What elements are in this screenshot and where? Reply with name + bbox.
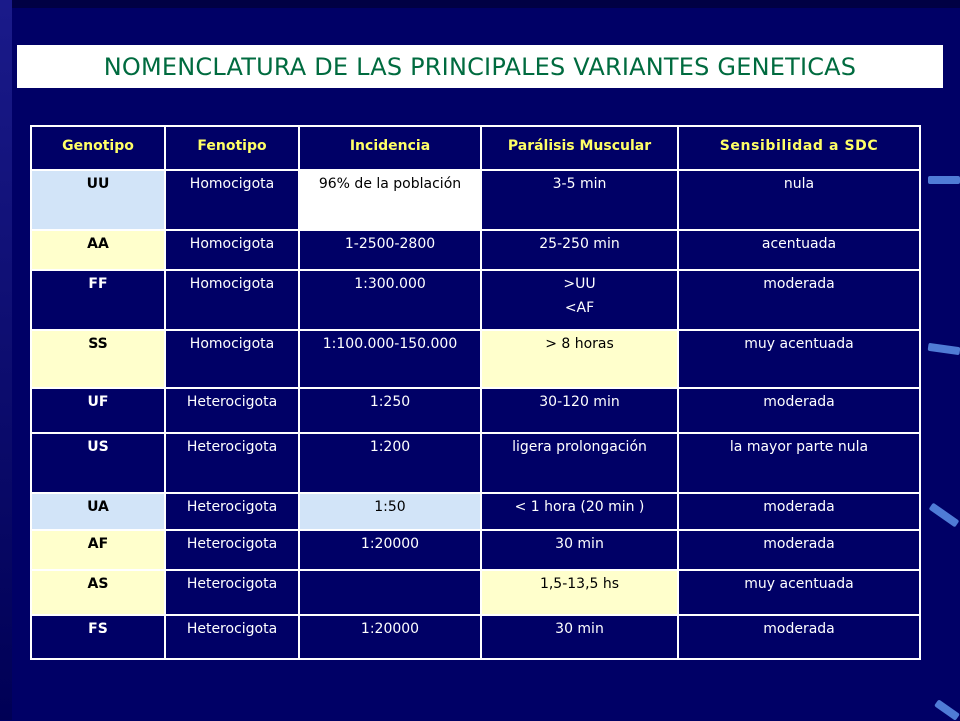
header-incidencia: Incidencia [299, 126, 481, 170]
table-row [31, 330, 920, 388]
cell-fenotipo: Heterocigota [165, 433, 299, 493]
table-header-row [31, 126, 920, 170]
variants-table [30, 125, 921, 660]
cell-incidencia: 96% de la población [299, 170, 481, 230]
table-row [31, 388, 920, 433]
cell-incidencia: 1:20000 [299, 615, 481, 659]
cell-fenotipo: Heterocigota [165, 493, 299, 530]
cell-genotipo: SS [31, 330, 165, 388]
cell-paralisis: 30 min [481, 530, 678, 570]
header-sensibilidad: Sensibilidad a SDC [678, 126, 920, 170]
cell-paralisis [481, 270, 678, 330]
table-row [31, 170, 920, 230]
cell-sensibilidad: moderada [678, 388, 920, 433]
cell-fenotipo: Homocigota [165, 330, 299, 388]
cell-sensibilidad: moderada [678, 530, 920, 570]
cell-sensibilidad: muy acentuada [678, 330, 920, 388]
cell-paralisis: ligera prolongación [481, 433, 678, 493]
table-row [31, 570, 920, 615]
paralisis-line-1: >UU [563, 276, 596, 292]
cell-sensibilidad: moderada [678, 493, 920, 530]
cell-incidencia: 1:20000 [299, 530, 481, 570]
cell-genotipo: US [31, 433, 165, 493]
cell-paralisis: 30 min [481, 615, 678, 659]
cell-paralisis: 25-250 min [481, 230, 678, 270]
table-row [31, 270, 920, 330]
decorative-stripe [928, 343, 960, 355]
cell-fenotipo: Heterocigota [165, 388, 299, 433]
cell-incidencia: 1-2500-2800 [299, 230, 481, 270]
cell-incidencia [299, 570, 481, 615]
header-genotipo: Genotipo [31, 126, 165, 170]
top-band [0, 0, 960, 8]
cell-genotipo: FS [31, 615, 165, 659]
left-decorative-bar [0, 0, 12, 720]
cell-incidencia: 1:200 [299, 433, 481, 493]
cell-genotipo: AF [31, 530, 165, 570]
header-paralisis: Parálisis Muscular [481, 126, 678, 170]
header-fenotipo: Fenotipo [165, 126, 299, 170]
cell-fenotipo: Homocigota [165, 170, 299, 230]
cell-sensibilidad: la mayor parte nula [678, 433, 920, 493]
cell-incidencia: 1:300.000 [299, 270, 481, 330]
cell-paralisis: 3-5 min [481, 170, 678, 230]
slide-title: NOMENCLATURA DE LAS PRINCIPALES VARIANTES GENETICAS [103, 52, 857, 81]
cell-fenotipo: Homocigota [165, 270, 299, 330]
cell-fenotipo: Homocigota [165, 230, 299, 270]
cell-paralisis: < 1 hora (20 min ) [481, 493, 678, 530]
table-row [31, 230, 920, 270]
decorative-stripe [928, 176, 960, 184]
table-row [31, 493, 920, 530]
cell-paralisis: > 8 horas [481, 330, 678, 388]
cell-incidencia: 1:100.000-150.000 [299, 330, 481, 388]
cell-fenotipo: Heterocigota [165, 615, 299, 659]
cell-paralisis: 30-120 min [481, 388, 678, 433]
paralisis-line-2: <AF [564, 299, 595, 316]
cell-fenotipo: Heterocigota [165, 570, 299, 615]
table-row [31, 530, 920, 570]
cell-sensibilidad: acentuada [678, 230, 920, 270]
cell-incidencia: 1:250 [299, 388, 481, 433]
decorative-stripe [929, 503, 960, 528]
cell-incidencia: 1:50 [299, 493, 481, 530]
cell-genotipo: UA [31, 493, 165, 530]
cell-sensibilidad: muy acentuada [678, 570, 920, 615]
cell-sensibilidad: moderada [678, 270, 920, 330]
cell-genotipo: AS [31, 570, 165, 615]
title-box [17, 45, 943, 88]
decorative-stripe [934, 699, 960, 720]
cell-genotipo: FF [31, 270, 165, 330]
cell-genotipo: UF [31, 388, 165, 433]
cell-genotipo: AA [31, 230, 165, 270]
cell-genotipo: UU [31, 170, 165, 230]
table-row [31, 615, 920, 659]
table-row [31, 433, 920, 493]
cell-paralisis: 1,5-13,5 hs [481, 570, 678, 615]
cell-fenotipo: Heterocigota [165, 530, 299, 570]
cell-sensibilidad: moderada [678, 615, 920, 659]
cell-sensibilidad: nula [678, 170, 920, 230]
